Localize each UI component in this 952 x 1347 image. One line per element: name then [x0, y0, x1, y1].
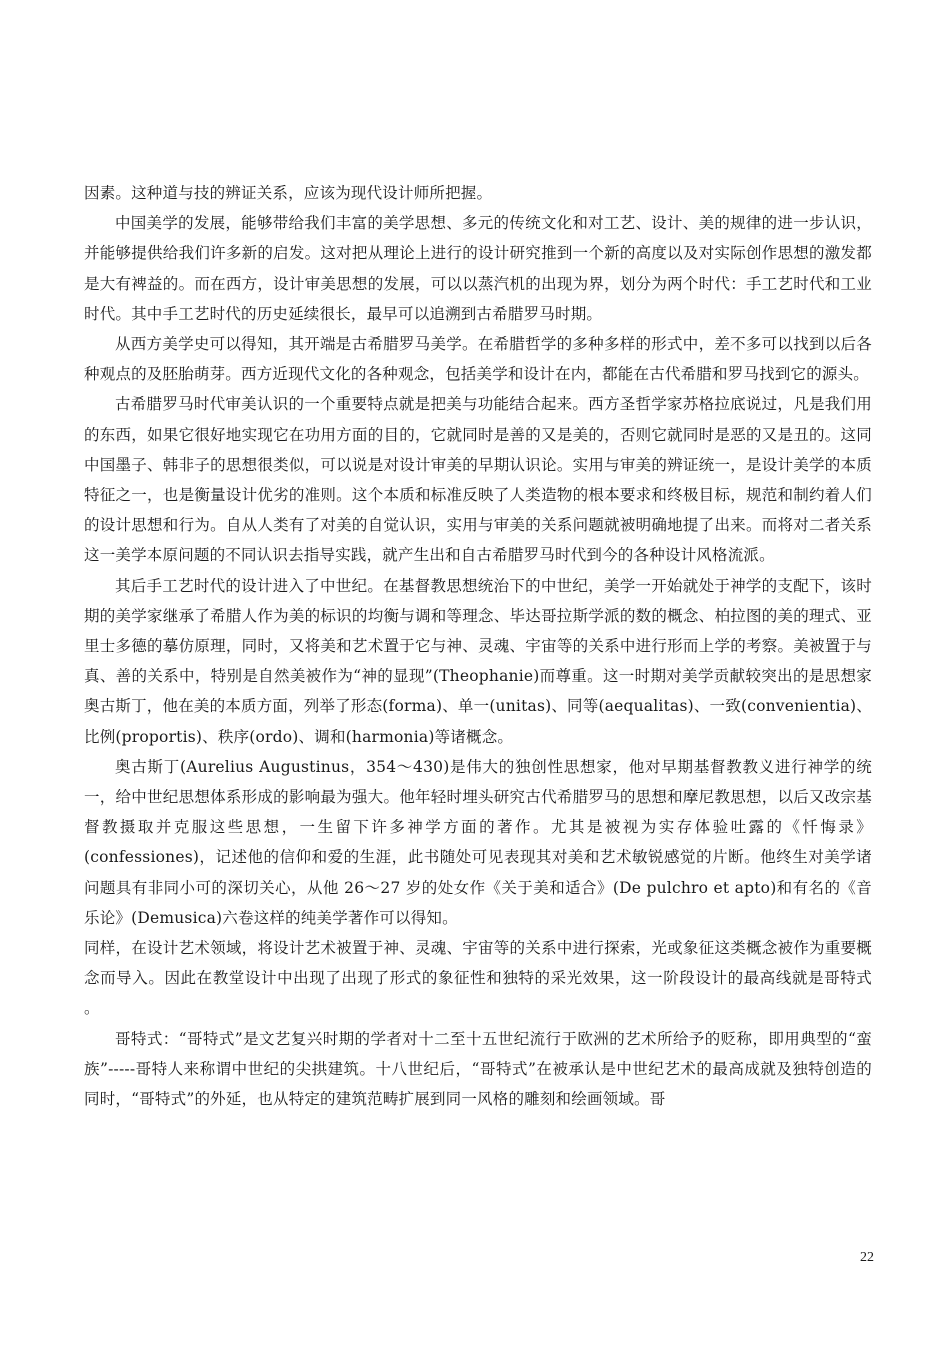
paragraph-3: 从西方美学史可以得知，其开端是古希腊罗马美学。在希腊哲学的多种多样的形式中，差不多可以找到以后各种观点的及胚胎萌芽。西方近现代文化的各种观念，包括美学和设计在内，都能在古代希腊和罗马找到它的源头。: [84, 335, 872, 384]
paragraph-4: 古希腊罗马时代审美认识的一个重要特点就是把美与功能结合起来。西方圣哲学家苏格拉底说过，凡是我们用的东西，如果它很好地实现它在功用方面的目的，它就同时是善的又是美的，否则它就同时是恶的又是丑的。这同中国墨子、韩非子的思想很类似，可以说是对设计审美的早期认识论。实用与审美的辨证统一，是设计美学的本质特征之一，也是衡量设计优劣的准则。这个本质和标准反映了人类造物的根本要求和终极目标，规范和制约着人们的设计思想和行为。自从人类有了对美的自觉认识，实用与审美的关系问题就被明确地提了出来。而将对二者关系这一美学本原问题的不同认识去指导实践，就产生出和自古希腊罗马时代到今的各种设计风格流派。: [84, 395, 872, 565]
page-number: 22: [860, 1250, 874, 1265]
body-text: [84, 178, 872, 1114]
paragraph-5: 其后手工艺时代的设计进入了中世纪。在基督教思想统治下的中世纪，美学一开始就处于神学的支配下，该时期的美学家继承了希腊人作为美的标识的均衡与调和等理念、毕达哥拉斯学派的数的概念、柏拉图的美的理式、亚里士多德的摹仿原理，同时，又将美和艺术置于它与神、灵魂、宇宙等的关系中进行形而上学的考察。美被置于与真、善的关系中，特别是自然美被作为“神的显现”(Theophanie)而尊重。这一时期对美学贡献较突出的是思想家奥古斯丁，他在美的本质方面，列举了形态(forma)、单一(unitas)、同等(aequalitas)、一致(convenientia)、比例(proportis)、秩序(ordo)、调和(harmonia)等诸概念。: [84, 576, 872, 746]
paragraph-7: 同样，在设计艺术领域，将设计艺术被置于神、灵魂、宇宙等的关系中进行探索，光或象征这类概念被作为重要概念而导入。因此在教堂设计中出现了出现了形式的象征性和独特的采光效果，这一阶段设计的最高线就是哥特式 。: [84, 939, 872, 1018]
paragraph-6: 奥古斯丁(Aurelius Augustinus，354～430)是伟大的独创性思想家，他对早期基督教教义进行神学的统一，给中世纪思想体系形成的影响最为强大。他年轻时埋头研究古代希腊罗马的思想和摩尼教思想，以后又改宗基督教摄取并克服这些思想，一生留下许多神学方面的著作。尤其是被视为实存体验吐露的《忏悔录》(confessiones)，记述他的信仰和爱的生涯，此书随处可见表现其对美和艺术敏锐感觉的片断。他终生对美学诸问题具有非同小可的深切关心，从他 26～27 岁的处女作《关于美和适合》(De pulchro et apto)和有名的《音乐论》(Demusica)六卷这样的纯美学著作可以得知。: [84, 757, 872, 927]
paragraph-8: 哥特式：“哥特式”是文艺复兴时期的学者对十二至十五世纪流行于欧洲的艺术所给予的贬称，即用典型的“蛮族”-----哥特人来称谓中世纪的尖拱建筑。十八世纪后，“哥特式”在被承认是中世纪艺术的最高成就及独特创造的同时，“哥特式”的外延，也从特定的建筑范畴扩展到同一风格的雕刻和绘画领域。哥: [84, 1029, 872, 1109]
paragraph-2: 中国美学的发展，能够带给我们丰富的美学思想、多元的传统文化和对工艺、设计、美的规律的进一步认识，并能够提供给我们许多新的启发。这对把从理论上进行的设计研究推到一个新的高度以及对实际创作思想的激发都是大有裨益的。而在西方，设计审美思想的发展，可以以蒸汽机的出现为界，划分为两个时代：手工艺时代和工业时代。其中手工艺时代的历史延续很长，最早可以追溯到古希腊罗马时期。: [84, 214, 872, 323]
paragraph-1: 因素。这种道与技的辨证关系，应该为现代设计师所把握。: [84, 184, 493, 202]
